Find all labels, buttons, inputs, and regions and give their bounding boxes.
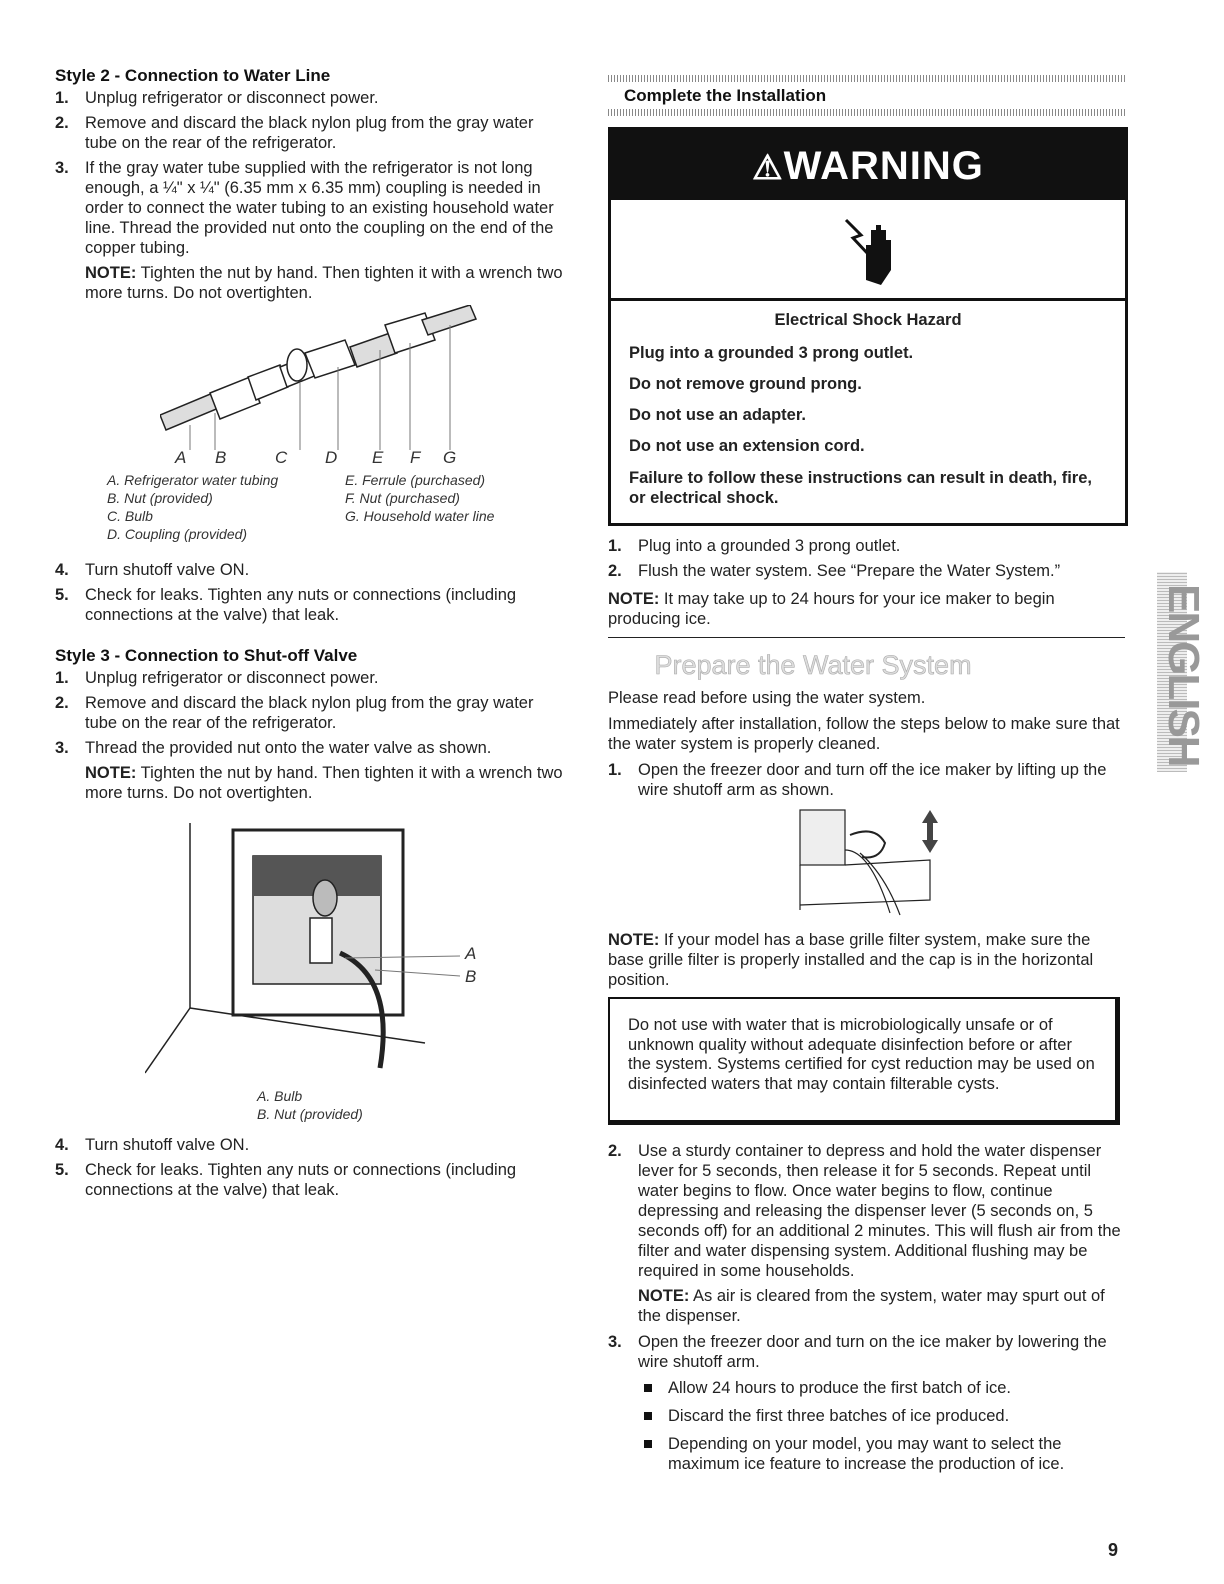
language-tab-label: ENGLISH: [1159, 584, 1208, 766]
list-item: 5. Check for leaks. Tighten any nuts or connections (including connections at the valve) that leak.: [55, 1161, 517, 1199]
diagram-legend-right: E. Ferrule (purchased) F. Nut (purchased) G. Household water line: [345, 472, 495, 524]
install-note: NOTE: It may take up to 24 hours for your ice maker to begin producing ice.: [608, 590, 1055, 628]
ice-maker-arm-diagram: [790, 805, 940, 923]
warning-line: Plug into a grounded 3 prong outlet.: [629, 344, 914, 362]
list-item: Depending on your model, you may want to select the maximum ice feature to increase the production of ice.: [638, 1434, 1123, 1474]
list-item: 3. Thread the provided nut onto the water valve as shown.: [55, 739, 492, 757]
list-item: 2. Remove and discard the black nylon plug from the gray water tube on the rear of the refrigerator.: [55, 114, 534, 152]
hazard-title: Electrical Shock Hazard: [774, 311, 962, 329]
left-column: [55, 66, 570, 309]
diagram-legend-left: A. Refrigerator water tubing B. Nut (provided) C. Bulb D. Coupling (provided): [107, 472, 279, 542]
divider: [608, 109, 1125, 116]
list-item: 1. Plug into a grounded 3 prong outlet.: [608, 537, 901, 555]
water-safety-box: Do not use with water that is microbiologically unsafe or of unknown quality without adequate disinfection before or after the system. Systems certified for cyst reduction may be used on disinfected waters that may contain filterable cysts.: [608, 997, 1120, 1125]
arrow-down-icon: [922, 833, 938, 853]
prepare-water-system-heading: Prepare the Water System: [654, 650, 972, 680]
list-item: 4. Turn shutoff valve ON.: [55, 1136, 250, 1154]
warning-line: Do not use an extension cord.: [629, 437, 865, 455]
warning-line: Do not use an adapter.: [629, 406, 806, 424]
warning-line: Failure to follow these instructions can result in death, fire, or electrical shock.: [629, 469, 1092, 507]
diagram-legend: A. Bulb B. Nut (provided): [257, 1088, 363, 1122]
list-item: 1. Unplug refrigerator or disconnect power.: [55, 669, 379, 687]
style3-heading: Style 3 - Connection to Shut-off Valve: [55, 646, 358, 665]
warning-triangle-icon: ⚠: [752, 149, 784, 187]
arrow-up-icon: [922, 810, 938, 833]
style2-steps-after: [55, 560, 570, 630]
electric-shock-hand-icon: [841, 210, 901, 290]
divider: [608, 75, 1125, 82]
list-item: 4. Turn shutoff valve ON.: [55, 561, 250, 579]
note: NOTE: As air is cleared from the system, water may spurt out of the dispenser.: [638, 1287, 1105, 1325]
style3-section: [55, 646, 570, 809]
list-item: 1. Open the freezer door and turn off the ice maker by lifting up the wire shutoff arm as shown.: [608, 761, 1107, 799]
warning-line: Do not remove ground prong.: [629, 375, 862, 393]
shock-icon-area: [611, 200, 1125, 301]
list-item: Discard the first three batches of ice produced.: [638, 1406, 1123, 1426]
list-item: 2. Flush the water system. See “Prepare the Water System.”: [608, 562, 1061, 580]
bullet-icon: [644, 1440, 652, 1448]
note: NOTE: Tighten the nut by hand. Then tighten it with a wrench two more turns. Do not overtighten.: [85, 764, 563, 802]
install-steps: [608, 536, 1123, 635]
style3-steps-after: [55, 1135, 570, 1205]
prepare-steps-2-3: [608, 1141, 1123, 1482]
warning-header: ⚠WARNING: [611, 130, 1125, 200]
list-item: 3. If the gray water tube supplied with the refrigerator is not long enough, a ¼" x ¼" (6.35 mm x 6.35 mm) coupling is needed in order to connect the water tubing to an existing household water line. Thread the provided nut onto the coupling on the end of the copper tubing.: [55, 159, 554, 257]
note: NOTE: Tighten the nut by hand. Then tighten it with a wrench two more turns. Do not overtighten.: [85, 264, 563, 302]
grille-note: NOTE: If your model has a base grille filter system, make sure the base grille filter is properly installed and the cap is in the horizontal position.: [608, 931, 1094, 989]
list-item: 2. Remove and discard the black nylon plug from the gray water tube on the rear of the refrigerator.: [55, 694, 534, 732]
complete-installation-heading: Complete the Installation: [624, 86, 827, 105]
list-item: 3. Open the freezer door and turn on the ice maker by lowering the wire shutoff arm.: [608, 1333, 1107, 1371]
page-number: 9: [1108, 1540, 1119, 1560]
list-item: 1. Unplug refrigerator or disconnect power.: [55, 89, 379, 107]
callout-a: A: [465, 944, 477, 963]
divider: [608, 637, 1125, 638]
bullet-icon: [644, 1384, 652, 1392]
water-line-connection-diagram: [160, 305, 480, 455]
list-item: Allow 24 hours to produce the first batch of ice.: [638, 1378, 1123, 1398]
warning-box: [608, 127, 1128, 526]
style2-heading: Style 2 - Connection to Water Line: [55, 66, 331, 85]
shutoff-valve-diagram: [145, 818, 485, 1076]
callout-b: B: [465, 967, 477, 986]
list-item: 2. Use a sturdy container to depress and hold the water dispenser lever for 5 seconds, then release it for 5 seconds. Repeat until water begins to flow. Once water begins to flow, continue depressing and releasing the dispenser lever (5 seconds on, 5 seconds off) for an additional 2 minutes. This will flush air from the filter and water dispensing system. Additional flushing may be required in some households.: [608, 1142, 1121, 1280]
bullet-icon: [644, 1412, 652, 1420]
prepare-section: Please read before using the water system. Immediately after installation, follow the steps below to make sure that the water system is properly cleaned. 1. Open the freezer door and turn off the ice maker by lifting up the wire shutoff arm as shown.: [608, 688, 1123, 805]
list-item: 5. Check for leaks. Tighten any nuts or connections (including connections at the valve) that leak.: [55, 586, 517, 624]
